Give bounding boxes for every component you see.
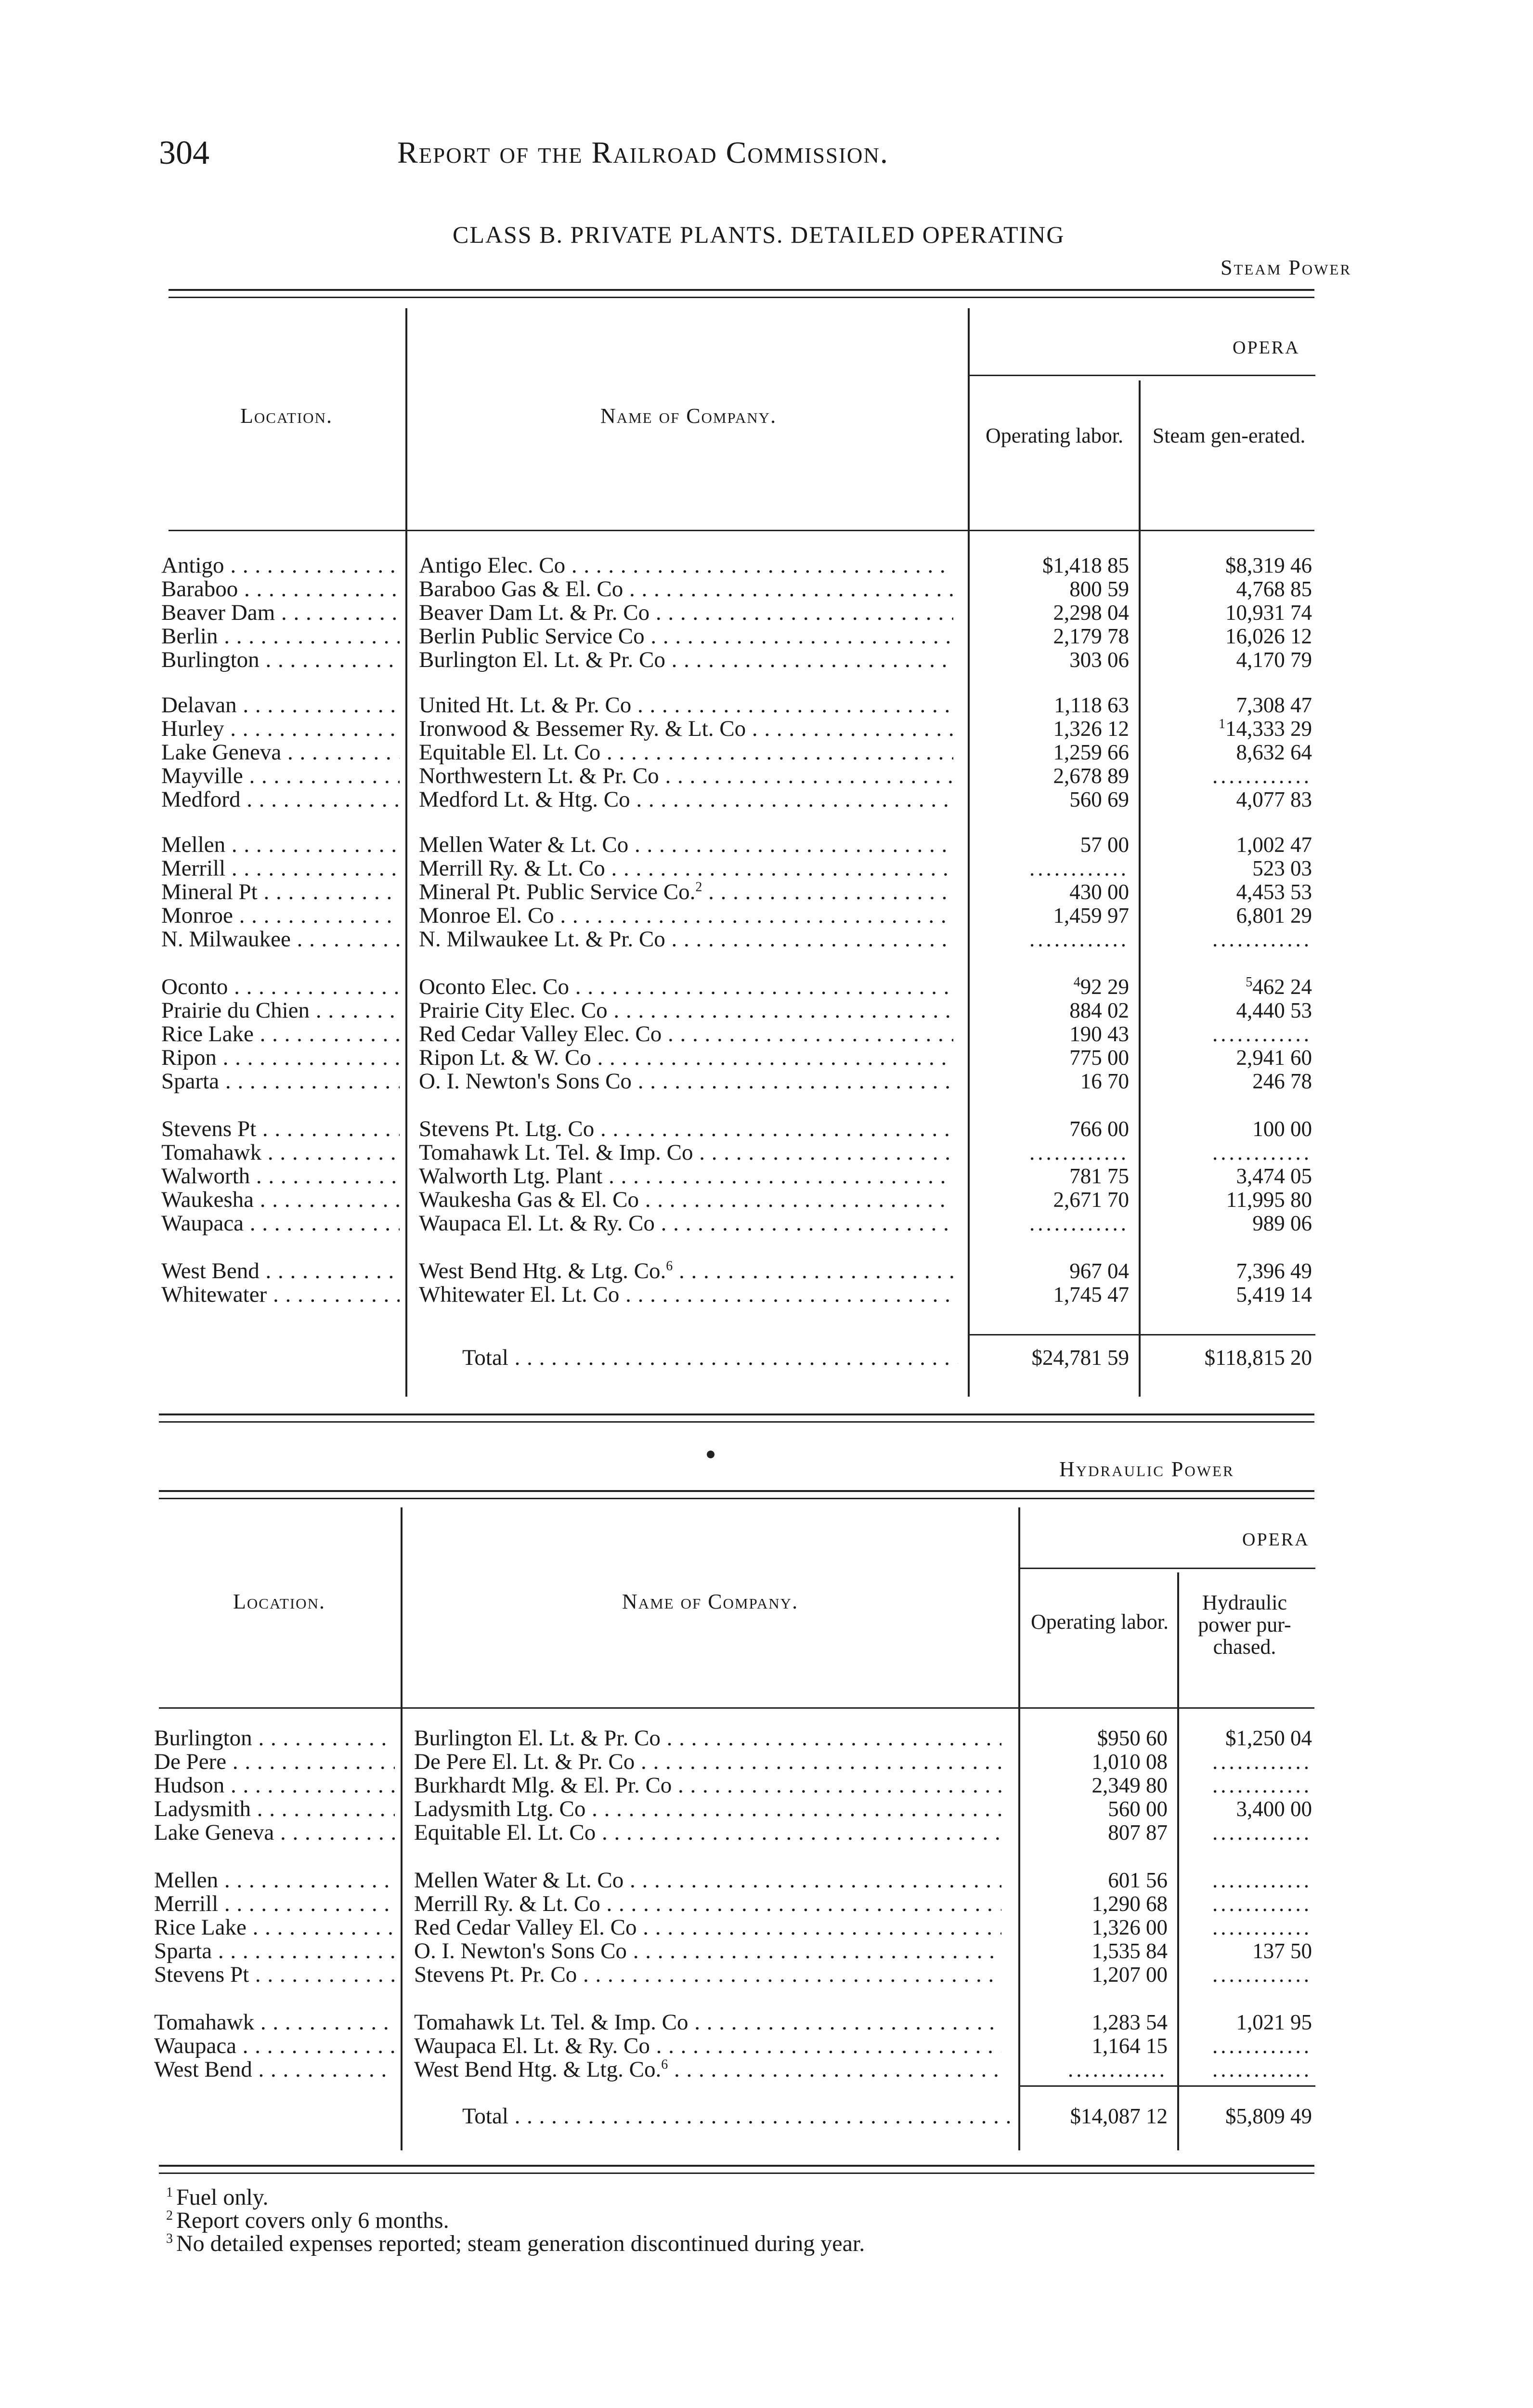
- hydro-group-underline: [1019, 1568, 1315, 1569]
- steam-row-labor: ............: [1029, 856, 1129, 880]
- steam-row-generated: 4,440 53: [1236, 998, 1312, 1022]
- hydro-row-company: Stevens Pt. Pr. Co . . .: [414, 1963, 1001, 1987]
- hydro-col-labor: Operating labor.: [1031, 1610, 1169, 1634]
- steam-row-company: Antigo Elec. Co . . .: [419, 554, 953, 577]
- steam-group-underline: [969, 375, 1315, 376]
- steam-row-generated: 4,453 53: [1236, 880, 1312, 904]
- steam-row-labor: 1,259 66: [1053, 740, 1129, 764]
- hydro-row-company: Ladysmith Ltg. Co . . .: [414, 1797, 1001, 1821]
- steam-row-location: N. Milwaukee . . .: [161, 928, 400, 951]
- steam-row-generated: 100 00: [1252, 1117, 1312, 1141]
- steam-row-generated: 7,396 49: [1236, 1259, 1312, 1283]
- hydro-row-purchased: 137 50: [1252, 1939, 1312, 1963]
- steam-row-location: Antigo . . .: [161, 554, 400, 577]
- hydro-row-purchased: $1,250 04: [1225, 1726, 1312, 1750]
- steam-col-generated: Steam gen-erated.: [1152, 424, 1306, 447]
- steam-row-company: Oconto Elec. Co . . .: [419, 975, 953, 999]
- hydro-row-location: Sparta . . .: [154, 1939, 395, 1963]
- hydro-row-company: West Bend Htg. & Ltg. Co.$^6$ . . .: [414, 2058, 1001, 2081]
- steam-row-location: Whitewater . . .: [161, 1283, 400, 1307]
- steam-row-generated: 5,419 14: [1236, 1283, 1312, 1307]
- steam-row-company: Ripon Lt. & W. Co . . .: [419, 1046, 953, 1070]
- steam-row-company: Mellen Water & Lt. Co . . .: [419, 833, 953, 857]
- steam-row-generated: ............: [1212, 764, 1312, 788]
- hydro-row-labor: 601 56: [1108, 1868, 1168, 1892]
- steam-row-labor: 766 00: [1069, 1117, 1129, 1141]
- steam-row-location: Mayville . . .: [161, 764, 400, 788]
- steam-row-labor: ............: [1029, 1140, 1129, 1165]
- steam-row-company: O. I. Newton's Sons Co . . .: [419, 1070, 953, 1093]
- hydro-col-company: Name of Company.: [622, 1590, 799, 1613]
- steam-row-labor: 57 00: [1080, 833, 1129, 857]
- steam-rule-top-2: [169, 297, 1314, 298]
- hydro-row-purchased: ............: [1212, 1963, 1312, 1987]
- steam-row-company: Ironwood & Bessemer Ry. & Lt. Co . . .: [419, 717, 953, 741]
- steam-rule-bottom-2: [159, 1421, 1314, 1423]
- hydro-divider-labor: [1177, 1572, 1179, 2150]
- steam-divider-loc: [405, 308, 407, 1397]
- hydro-row-labor: 1,290 68: [1091, 1892, 1168, 1916]
- steam-row-company: Waukesha Gas & El. Co . . .: [419, 1188, 953, 1212]
- steam-row-labor: 190 43: [1069, 1022, 1129, 1046]
- steam-row-company: Stevens Pt. Ltg. Co . . .: [419, 1117, 953, 1141]
- hydro-divider-comp: [1018, 1507, 1020, 2150]
- hydro-row-company: Merrill Ry. & Lt. Co . . .: [414, 1892, 1001, 1916]
- steam-row-generated: ............: [1212, 1022, 1312, 1046]
- class-title: CLASS B. PRIVATE PLANTS. DETAILED OPERATING: [453, 221, 1065, 248]
- steam-row-company: Red Cedar Valley Elec. Co . . .: [419, 1022, 953, 1046]
- steam-row-company: Northwestern Lt. & Pr. Co . . .: [419, 764, 953, 788]
- steam-row-location: Mellen . . .: [161, 833, 400, 857]
- steam-row-location: Rice Lake . . .: [161, 1022, 400, 1046]
- steam-row-generated: 7,308 47: [1236, 693, 1312, 717]
- steam-row-labor: 2,298 04: [1053, 601, 1129, 625]
- steam-row-generated: ............: [1212, 1140, 1312, 1165]
- hydro-row-location: Waupaca . . .: [154, 2034, 395, 2058]
- hydro-row-location: De Pere . . .: [154, 1750, 395, 1774]
- hydro-row-purchased: ............: [1212, 2057, 1312, 2081]
- steam-row-labor: 884 02: [1069, 998, 1129, 1022]
- hydro-rule-bottom-1: [159, 2165, 1314, 2167]
- hydro-row-company: Burlington El. Lt. & Pr. Co . . .: [414, 1727, 1001, 1750]
- hydro-rule-top-2: [159, 1498, 1314, 1499]
- hydro-row-company: De Pere El. Lt. & Pr. Co . . .: [414, 1750, 1001, 1774]
- hydro-row-labor: ............: [1068, 2057, 1168, 2081]
- steam-col-location: Location.: [240, 404, 333, 428]
- steam-row-company: West Bend Htg. & Ltg. Co.$^6$ . . .: [419, 1259, 953, 1283]
- steam-row-company: Medford Lt. & Htg. Co . . .: [419, 788, 953, 811]
- hydro-row-location: Rice Lake . . .: [154, 1916, 395, 1939]
- hydro-row-location: Lake Geneva . . .: [154, 1821, 395, 1845]
- steam-row-location: Sparta . . .: [161, 1070, 400, 1093]
- steam-row-company: Tomahawk Lt. Tel. & Imp. Co . . .: [419, 1141, 953, 1165]
- hydro-row-location: Tomahawk . . .: [154, 2011, 395, 2034]
- hydro-row-labor: 1,535 84: [1091, 1939, 1168, 1963]
- steam-row-labor: 430 00: [1069, 880, 1129, 904]
- hydro-row-company: Equitable El. Lt. Co . . .: [414, 1821, 1001, 1845]
- steam-total-generated: $118,815 20: [1204, 1346, 1312, 1370]
- hydro-total-purchased: $5,809 49: [1225, 2104, 1312, 2128]
- running-title: Report of the Railroad Commission.: [397, 135, 889, 170]
- hydro-row-labor: 1,283 54: [1091, 2010, 1168, 2034]
- hydro-row-company: Burkhardt Mlg. & El. Pr. Co . . .: [414, 1774, 1001, 1797]
- hydro-row-purchased: ............: [1212, 2034, 1312, 2058]
- hydro-row-purchased: ............: [1212, 1750, 1312, 1774]
- steam-row-company: Beaver Dam Lt. & Pr. Co . . .: [419, 601, 953, 625]
- hydro-row-labor: $950 60: [1097, 1726, 1168, 1750]
- steam-row-company: Walworth Ltg. Plant . . .: [419, 1165, 953, 1188]
- steam-col-company: Name of Company.: [600, 404, 777, 428]
- hydro-row-labor: 2,349 80: [1091, 1773, 1168, 1797]
- hydro-row-labor: 1,326 00: [1091, 1915, 1168, 1939]
- hydro-row-purchased: ............: [1212, 1773, 1312, 1797]
- steam-row-labor: 2,678 89: [1053, 764, 1129, 788]
- steam-total-label: Total . . .: [462, 1346, 958, 1370]
- hydro-total-rule: [1018, 2085, 1315, 2087]
- hydro-row-company: Tomahawk Lt. Tel. & Imp. Co . . .: [414, 2011, 1001, 2034]
- steam-row-location: Medford . . .: [161, 788, 400, 811]
- steam-divider-labor: [1139, 380, 1141, 1397]
- hydro-section-title: Hydraulic Power: [1059, 1457, 1234, 1481]
- steam-row-labor: 2,179 78: [1053, 624, 1129, 648]
- steam-row-location: Waupaca . . .: [161, 1212, 400, 1235]
- steam-row-labor: 1,118 63: [1054, 693, 1129, 717]
- hydro-row-location: Burlington . . .: [154, 1727, 395, 1750]
- steam-row-company: Waupaca El. Lt. & Ry. Co . . .: [419, 1212, 953, 1235]
- steam-row-generated: 6,801 29: [1236, 903, 1312, 928]
- steam-row-generated: $^1$14,333 29: [1219, 717, 1312, 741]
- hydro-row-purchased: 1,021 95: [1236, 2010, 1312, 2034]
- steam-row-location: Lake Geneva . . .: [161, 741, 400, 764]
- steam-row-company: N. Milwaukee Lt. & Pr. Co . . .: [419, 928, 953, 951]
- steam-row-company: Berlin Public Service Co . . .: [419, 625, 953, 648]
- steam-row-labor: 2,671 70: [1053, 1188, 1129, 1212]
- steam-row-labor: 800 59: [1069, 577, 1129, 601]
- hydro-col-location: Location.: [233, 1590, 325, 1613]
- hydro-header-rule: [159, 1707, 1314, 1709]
- steam-row-labor: 781 75: [1069, 1164, 1129, 1188]
- hydro-col-purchased: Hydraulic power pur-chased.: [1198, 1591, 1291, 1659]
- steam-row-location: Mineral Pt . . .: [161, 880, 400, 904]
- hydro-row-purchased: ............: [1212, 1820, 1312, 1845]
- steam-divider-comp: [968, 308, 970, 1397]
- hydro-total-label: Total . . .: [462, 2105, 1011, 2128]
- hydro-row-company: O. I. Newton's Sons Co . . .: [414, 1939, 1001, 1963]
- steam-row-labor: 1,459 97: [1053, 903, 1129, 928]
- hydro-row-labor: 1,164 15: [1091, 2034, 1168, 2058]
- steam-row-generated: 989 06: [1252, 1211, 1312, 1235]
- steam-row-company: United Ht. Lt. & Pr. Co . . .: [419, 694, 953, 717]
- steam-row-generated: 4,170 79: [1236, 648, 1312, 672]
- steam-row-labor: 303 06: [1069, 648, 1129, 672]
- steam-row-generated: 8,632 64: [1236, 740, 1312, 764]
- steam-row-labor: $1,418 85: [1042, 553, 1129, 577]
- steam-row-location: Waukesha . . .: [161, 1188, 400, 1212]
- hydro-row-location: Mellen . . .: [154, 1869, 395, 1892]
- hydro-row-location: Ladysmith . . .: [154, 1797, 395, 1821]
- steam-total-labor: $24,781 59: [1031, 1346, 1129, 1370]
- hydro-row-company: Red Cedar Valley El. Co . . .: [414, 1916, 1001, 1939]
- steam-row-generated: ............: [1212, 927, 1312, 951]
- steam-row-company: Mineral Pt. Public Service Co.$^2$ . . .: [419, 880, 953, 904]
- steam-row-company: Whitewater El. Lt. Co . . .: [419, 1283, 953, 1307]
- steam-row-location: West Bend . . .: [161, 1259, 400, 1283]
- hydro-col-group: OPERA: [1242, 1530, 1310, 1550]
- steam-row-generated: 246 78: [1252, 1069, 1312, 1093]
- steam-row-generated: 4,768 85: [1236, 577, 1312, 601]
- footnote: $^3$ No detailed expenses reported; steam generation discontinued during year.: [166, 2231, 865, 2256]
- steam-row-company: Monroe El. Co . . .: [419, 904, 953, 928]
- steam-row-generated: 1,002 47: [1236, 833, 1312, 857]
- steam-row-location: Stevens Pt . . .: [161, 1117, 400, 1141]
- steam-row-labor: 1,326 12: [1053, 717, 1129, 741]
- steam-row-labor: ............: [1029, 927, 1129, 951]
- hydro-row-purchased: ............: [1212, 1892, 1312, 1916]
- steam-row-company: Prairie City Elec. Co . . .: [419, 999, 953, 1022]
- steam-col-labor: Operating labor.: [986, 424, 1123, 447]
- hydro-row-labor: 1,010 08: [1091, 1750, 1168, 1774]
- hydro-row-location: Merrill . . .: [154, 1892, 395, 1916]
- hydro-rule-top-1: [159, 1490, 1314, 1492]
- hydro-row-labor: 807 87: [1108, 1820, 1168, 1845]
- steam-row-labor: 16 70: [1080, 1069, 1129, 1093]
- steam-row-company: Equitable El. Lt. Co . . .: [419, 741, 953, 764]
- steam-row-labor: 1,745 47: [1053, 1283, 1129, 1307]
- steam-row-generated: $8,319 46: [1225, 553, 1312, 577]
- steam-rule-bottom-1: [159, 1413, 1314, 1415]
- page-number: 304: [159, 134, 209, 171]
- hydro-row-purchased: ............: [1212, 1915, 1312, 1939]
- steam-row-generated: 16,026 12: [1225, 624, 1312, 648]
- steam-col-group: OPERA: [1233, 338, 1300, 358]
- steam-row-location: Merrill . . .: [161, 857, 400, 880]
- steam-row-location: Delavan . . .: [161, 694, 400, 717]
- steam-row-location: Baraboo . . .: [161, 577, 400, 601]
- hydro-rule-bottom-2: [159, 2172, 1314, 2174]
- hydro-row-labor: 560 00: [1108, 1797, 1168, 1821]
- hydro-row-location: Stevens Pt . . .: [154, 1963, 395, 1987]
- steam-row-labor: $^4$92 29: [1073, 975, 1129, 999]
- steam-row-location: Hurley . . .: [161, 717, 400, 741]
- hydro-row-company: Mellen Water & Lt. Co . . .: [414, 1869, 1001, 1892]
- steam-row-company: Merrill Ry. & Lt. Co . . .: [419, 857, 953, 880]
- steam-total-rule: [968, 1334, 1315, 1335]
- steam-row-company: Baraboo Gas & El. Co . . .: [419, 577, 953, 601]
- steam-section-title: Steam Power: [1221, 256, 1352, 279]
- steam-row-location: Berlin . . .: [161, 625, 400, 648]
- hydro-row-labor: 1,207 00: [1091, 1963, 1168, 1987]
- hydro-total-labor: $14,087 12: [1070, 2104, 1168, 2128]
- steam-row-location: Monroe . . .: [161, 904, 400, 928]
- hydro-row-company: Waupaca El. Lt. & Ry. Co . . .: [414, 2034, 1001, 2058]
- steam-row-generated: 10,931 74: [1225, 601, 1312, 625]
- footnote: $^1$ Fuel only.: [166, 2185, 269, 2210]
- steam-row-location: Burlington . . .: [161, 648, 400, 672]
- steam-row-generated: 4,077 83: [1236, 787, 1312, 811]
- steam-row-location: Walworth . . .: [161, 1165, 400, 1188]
- steam-row-generated: 523 03: [1252, 856, 1312, 880]
- steam-header-rule: [169, 530, 1314, 531]
- steam-row-company: Burlington El. Lt. & Pr. Co . . .: [419, 648, 953, 672]
- steam-row-location: Beaver Dam . . .: [161, 601, 400, 625]
- steam-row-location: Prairie du Chien . . .: [161, 999, 400, 1022]
- steam-row-generated: 11,995 80: [1226, 1188, 1312, 1212]
- hydro-divider-loc: [401, 1507, 403, 2150]
- hydro-row-location: West Bend . . .: [154, 2058, 395, 2081]
- steam-row-generated: $^5$462 24: [1246, 975, 1312, 999]
- steam-row-location: Tomahawk . . .: [161, 1141, 400, 1165]
- hydro-row-purchased: ............: [1212, 1868, 1312, 1892]
- steam-row-labor: 560 69: [1069, 787, 1129, 811]
- footnote: $^2$ Report covers only 6 months.: [166, 2208, 449, 2233]
- hydro-row-purchased: 3,400 00: [1236, 1797, 1312, 1821]
- steam-row-generated: 3,474 05: [1236, 1164, 1312, 1188]
- steam-row-labor: ............: [1029, 1211, 1129, 1235]
- center-dot: [707, 1451, 715, 1458]
- steam-row-location: Ripon . . .: [161, 1046, 400, 1070]
- steam-row-labor: 967 04: [1069, 1259, 1129, 1283]
- steam-row-generated: 2,941 60: [1236, 1046, 1312, 1070]
- hydro-row-location: Hudson . . .: [154, 1774, 395, 1797]
- steam-row-location: Oconto . . .: [161, 975, 400, 999]
- steam-row-labor: 775 00: [1069, 1046, 1129, 1070]
- steam-rule-top-1: [169, 289, 1314, 291]
